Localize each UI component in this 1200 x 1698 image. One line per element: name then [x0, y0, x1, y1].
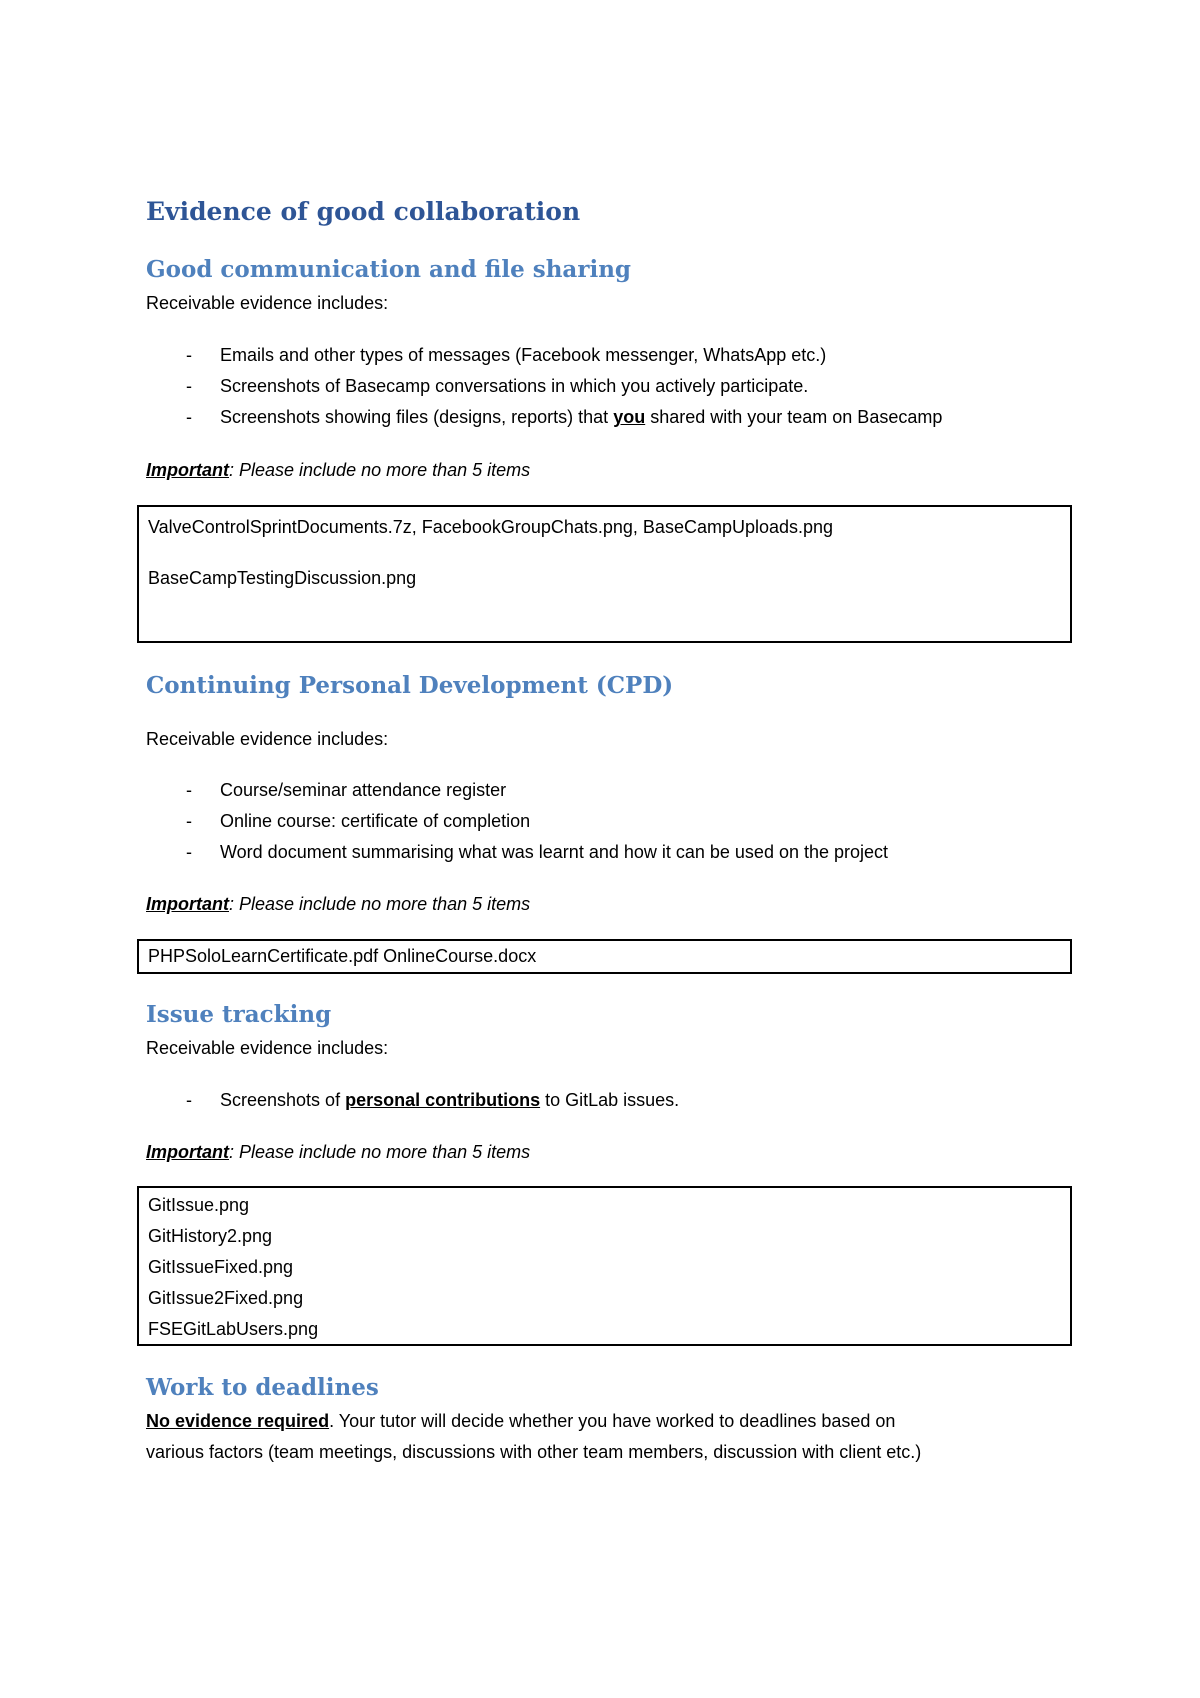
list-item-text	[220, 1090, 679, 1111]
emphasis-personal-contributions: personal contributions	[345, 1090, 541, 1110]
bullet-dash: -	[186, 842, 192, 862]
bullet-dash: -	[186, 376, 192, 396]
emphasis-you: you	[613, 407, 646, 427]
box-line: GitIssueFixed.png	[148, 1257, 294, 1277]
deadlines-line-1	[146, 1411, 895, 1432]
list-item-text: Online course: certificate of completion	[220, 811, 531, 831]
box-line: GitIssue2Fixed.png	[148, 1288, 304, 1308]
box-line: BaseCampTestingDiscussion.png	[148, 568, 417, 588]
important-text: : Please include no more than 5 items	[229, 894, 531, 914]
text-fragment: Screenshots of	[220, 1090, 346, 1110]
important-label: Important	[146, 460, 229, 480]
cpd-intro: Receivable evidence includes:	[146, 729, 389, 749]
list-item-text	[220, 407, 942, 428]
text-fragment: . Your tutor will decide whether you have worked to deadlines based on	[329, 1411, 896, 1431]
important-label: Important	[146, 894, 229, 914]
bullet-dash: -	[186, 407, 192, 427]
box-line: FSEGitLabUsers.png	[148, 1319, 319, 1339]
heading-cpd: Continuing Personal Development (CPD)	[146, 672, 674, 699]
list-item-text: Emails and other types of messages (Facebook messenger, WhatsApp etc.)	[220, 345, 827, 365]
bullet-dash: -	[186, 345, 192, 365]
important-note	[146, 1142, 530, 1163]
evidence-box-issues[interactable]	[137, 1186, 1072, 1346]
box-line: PHPSoloLearnCertificate.pdf OnlineCourse.docx	[148, 946, 537, 966]
list-item-text: Screenshots of Basecamp conversations in which you actively participate.	[220, 376, 809, 396]
evidence-box-communication[interactable]	[137, 505, 1072, 643]
bullet-dash: -	[186, 780, 192, 800]
important-text: : Please include no more than 5 items	[229, 460, 531, 480]
deadlines-line-2: various factors (team meetings, discussions with other team members, discussion with client etc.)	[146, 1442, 922, 1462]
communication-intro: Receivable evidence includes:	[146, 293, 389, 313]
heading-issue-tracking: Issue tracking	[146, 1001, 332, 1028]
heading-communication: Good communication and file sharing	[146, 256, 631, 283]
list-item-text: Course/seminar attendance register	[220, 780, 507, 800]
box-line: GitIssue.png	[148, 1195, 250, 1215]
heading-deadlines: Work to deadlines	[146, 1374, 379, 1401]
page-title: Evidence of good collaboration	[146, 197, 581, 226]
list-item-text: Word document summarising what was learnt and how it can be used on the project	[220, 842, 889, 862]
emphasis-no-evidence: No evidence required	[146, 1411, 330, 1431]
important-label: Important	[146, 1142, 229, 1162]
text-fragment: to GitLab issues.	[540, 1090, 680, 1110]
box-line: GitHistory2.png	[148, 1226, 273, 1246]
bullet-dash: -	[186, 1090, 192, 1110]
text-fragment: shared with your team on Basecamp	[645, 407, 943, 427]
important-note	[146, 894, 530, 915]
important-text: : Please include no more than 5 items	[229, 1142, 531, 1162]
evidence-box-cpd[interactable]	[137, 939, 1072, 974]
box-line: ValveControlSprintDocuments.7z, FacebookGroupChats.png, BaseCampUploads.png	[148, 517, 834, 537]
issues-intro: Receivable evidence includes:	[146, 1038, 389, 1058]
bullet-dash: -	[186, 811, 192, 831]
important-note	[146, 460, 530, 481]
text-fragment: Screenshots showing files (designs, reports) that	[220, 407, 614, 427]
